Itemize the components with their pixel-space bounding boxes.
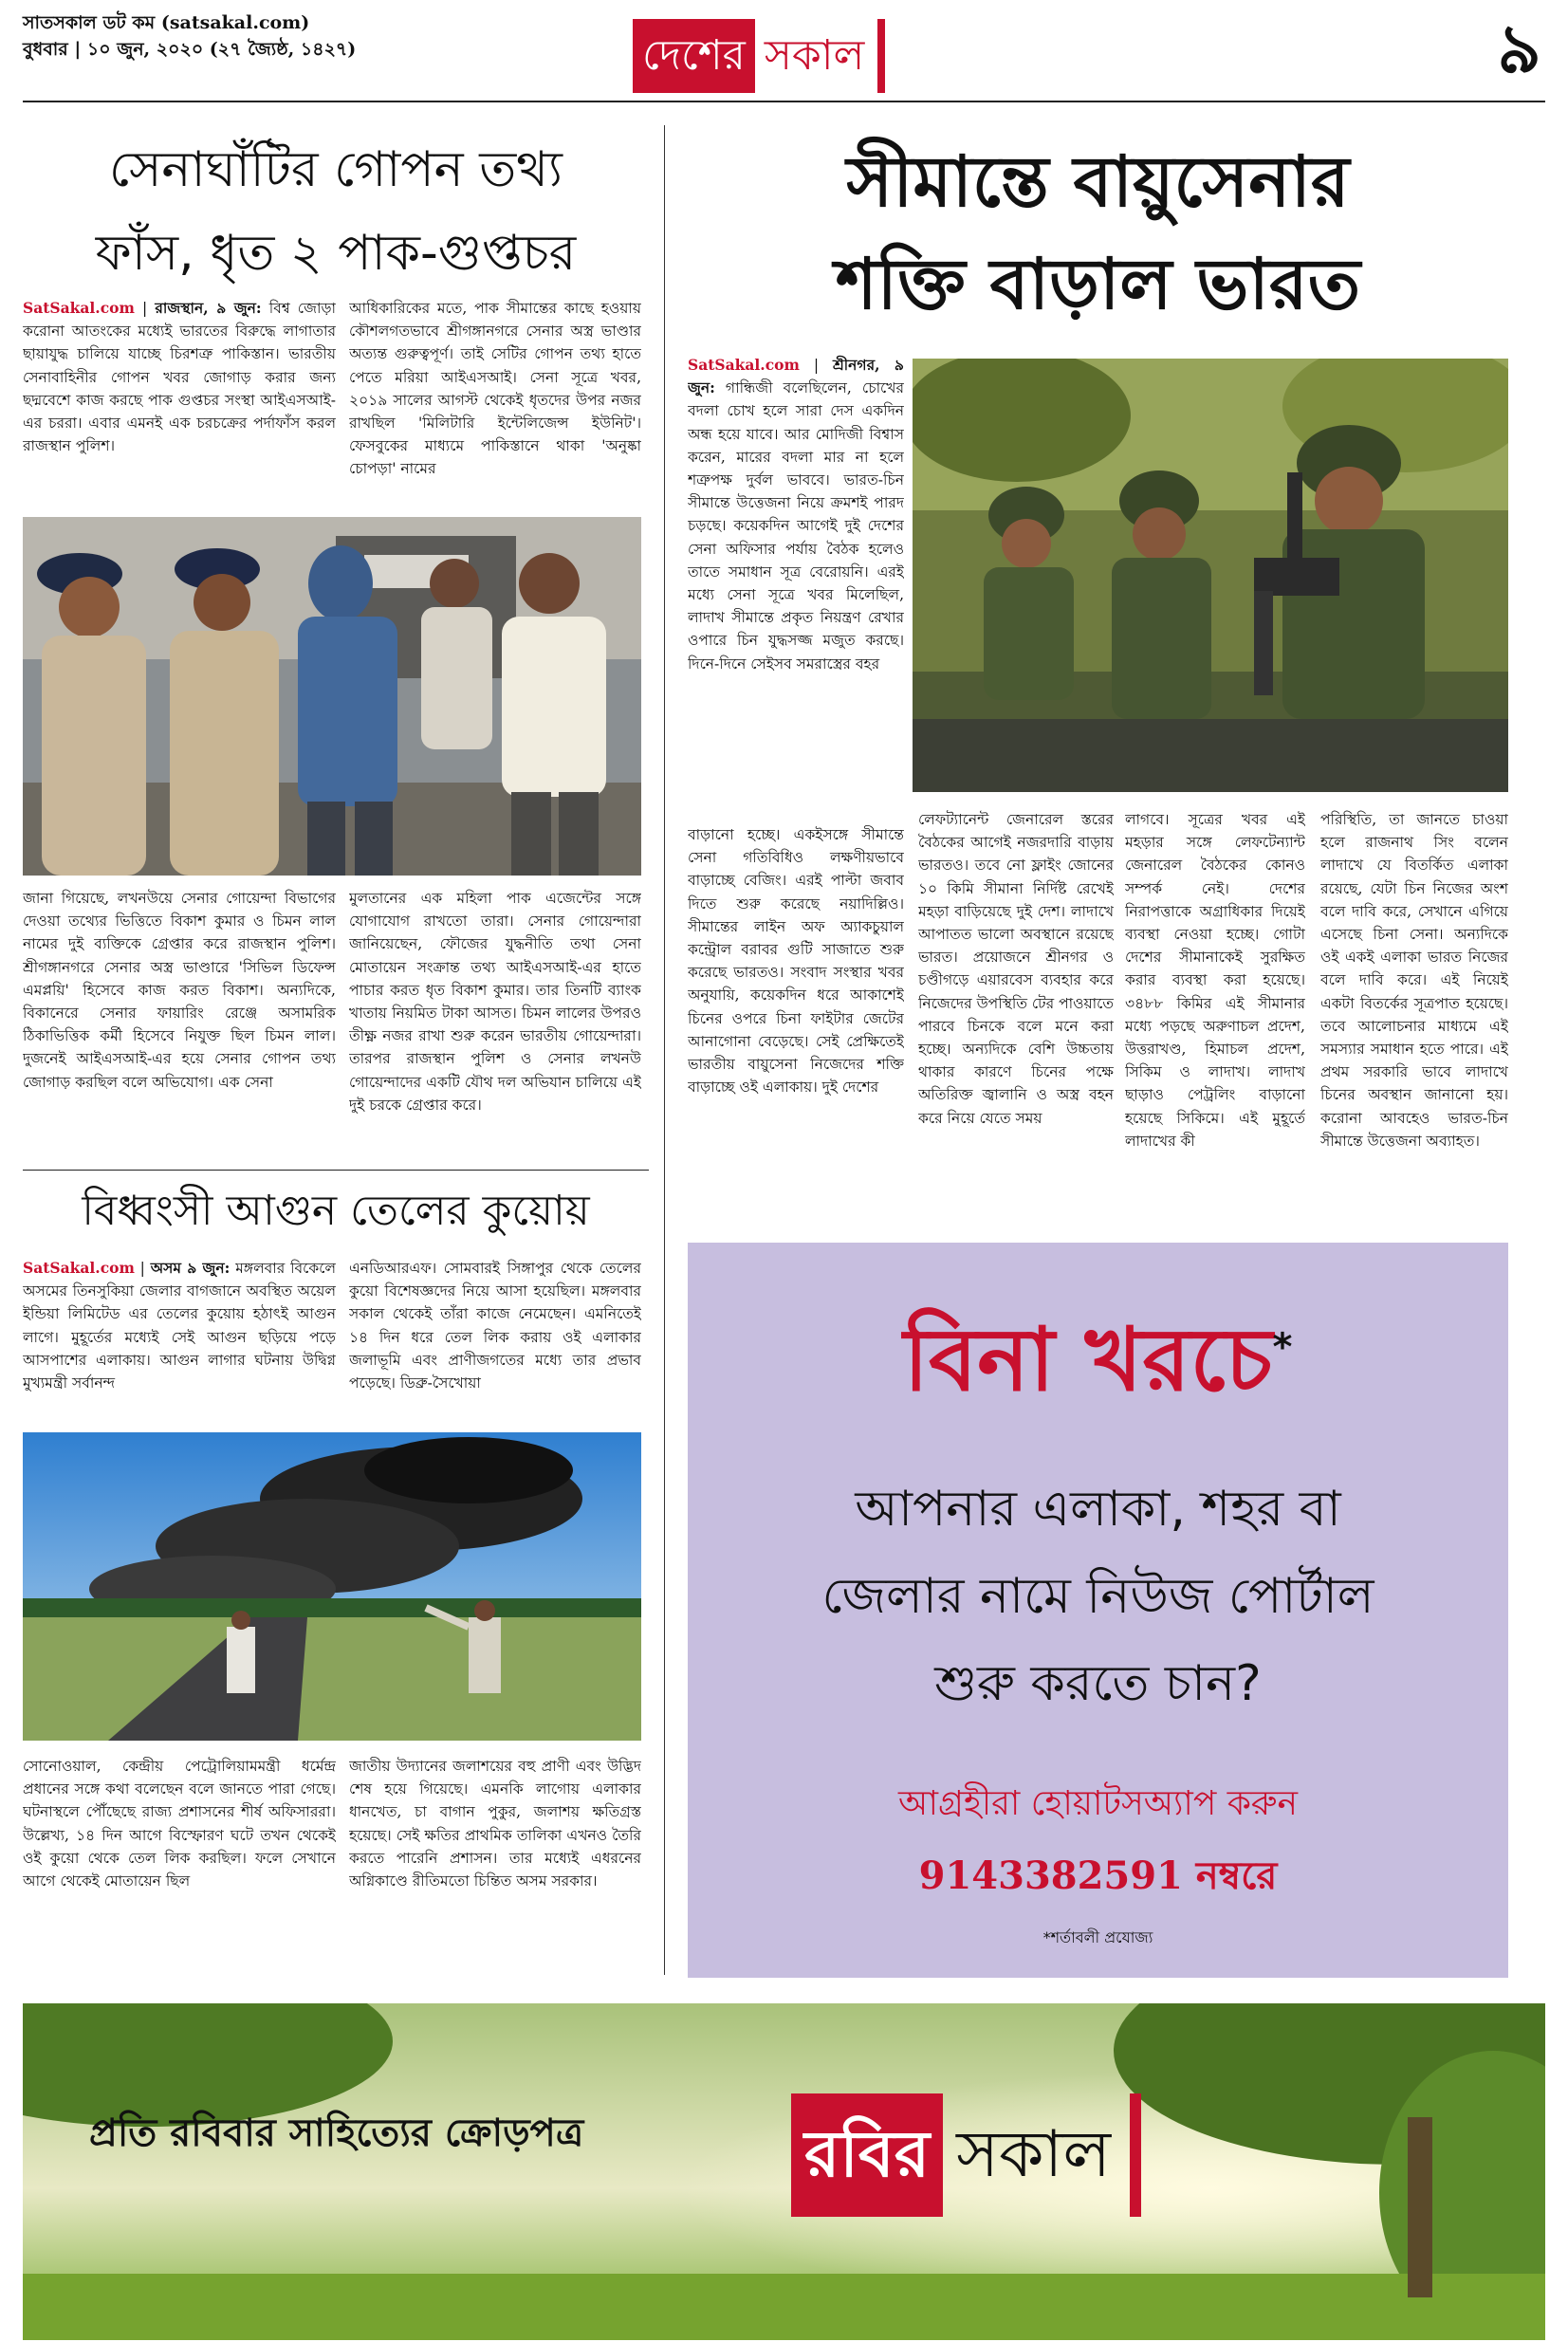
advert-line2: জেলার নামে নিউজ পোর্টাল: [821, 1568, 1374, 1625]
story2-dateline: অসম ৯ জুন:: [150, 1259, 231, 1277]
banner-logo-text: সকাল: [956, 2117, 1111, 2192]
logo-red-part: দেশের: [633, 19, 755, 93]
date-line: বুধবার | ১০ জুন, ২০২০ (২৭ জ্যৈষ্ঠ, ১৪২৭): [23, 39, 357, 60]
logo-text-part: সকাল: [764, 31, 865, 80]
story2-col2-top: এনডিআরএফ। সোমবারই সিঙ্গাপুর থেকে তেলের কুয়ো বিশেষজ্ঞদের নিয়ে আসা হয়েছিল। মঙ্গলবার সকাল থেকেই তাঁরা কাজে নেমেছেন। এমনিতেই ১৪ দিন ধরে তেল লিক করায় ওই এলাকার জলাভূমি এবং প্রাণীজগতের মধ্যে তার প্রভাব পড়েছে। ডিব্রু-সৈখোয়া: [349, 1260, 641, 1392]
story-separator: [23, 1170, 649, 1171]
story1-col1-top-text: বিশ্ব জোড়া করোনা আতংকের মধ্যেই ভারতের বিরুদ্ধে লাগাতার ছায়াযুদ্ধ চালিয়ে যাচ্ছে চিরশত্রু পাকিস্তান। ভারতীয় সেনাবাহিনীর গোপন খবর জোগাড় করার জন্য ছদ্মবেশে কাজ করছে পাক গুপ্তচর সংস্থা আইএসআই-এর চররা। এবার এমনই এক চরচক্রের পর্দাফাঁস করল রাজস্থান পুলিশ।: [23, 300, 336, 455]
story3-col1-top: SatSakal.com | শ্রীনগর, ৯ জুন: গান্ধিজী বলেছিলেন, চোখের বদলা চোখ হলে সারা দেস একদিন অন্ধ হয়ে যাবে। আর মোদিজী বিশ্বাস করেন, মারের বদলা মার না হলে শত্রুপক্ষ দুর্বল ভাববে। ভারত-চিন সীমান্তে উত্তেজনা নিয়ে ক্রমশই পারদ চড়ছে। কয়েকদিন আগেই দুই দেশের সেনা অফিসার পর্যায় বৈঠক হলেও তাতে সমাধান সূত্র বেরোয়নি। এরই মধ্যে সেনা সূত্রে খবর মিলেছিল, লাদাখ সীমান্তে প্রকৃত নিয়ন্ত্রণ রেখার ওপারে চিন যুদ্ধসজ্জ মজুত করছে। দিনে-দিনে সেইসব সমরাস্ত্রের বহর: [688, 356, 904, 673]
header-rule: [23, 101, 1545, 102]
story3-col4: পরিস্থিতি, তা জানতে চাওয়া হলে রাজনাথ সিং বলেন লাদাখে যে বিতর্কিত এলাকা রয়েছে, যেটা চিন নিজের অংশ বলে দাবি করে, সেখানে এগিয়ে এসেছে চিনা সেনা। অন্যদিকে ওই একই এলাকা ভারত নিজের বলে দাবি করে। এই নিয়েই একটা বিতর্কের সূত্রপাত হয়েছে। তবে আলোচনার মাধ্যমে এই সমস্যার সমাধান হতে পারে। এই প্রথম সরকারি ভাবে লাদাখে চিনের অবস্থান জানানো হয়। করোনা আবহেও ভারত-চিন সীমান্তে উত্তেজনা অব্যাহত।: [1320, 811, 1508, 1150]
story3-col3: লাগবে। সূত্রের খবর এই মহড়ার সঙ্গে লেফটেন্যান্ট জেনারেল বৈঠকের কোনও সম্পর্ক নেই। দেশের নিরাপত্তাকে অগ্রাধিকার দিয়েই ব্যবস্থা নেওয়া হচ্ছে। গোটা দেশের সীমানাকেই সুরক্ষিত করার ব্যবস্থা করা হয়েছে। ৩৪৮৮ কিমির এই সীমানার মধ্যে পড়ছে অরুণাচল প্রদেশ, উত্তরাখণ্ড, হিমাচল প্রদেশ, সিকিম ও লাদাখ। লাদাখ ছাড়াও পেট্রলিং বাড়ানো হয়েছে সিকিমে। এই মুহূর্তে লাদাখের কী: [1125, 811, 1305, 1150]
soldiers-photo-image: [913, 359, 1508, 792]
story3-col2: লেফট্যানেন্ট জেনারেল স্তরের বৈঠকের আগেই নজরদারি বাড়ায় ভারতও। তবে নো ফ্লাইং জোনের ১০ কিমি সীমানা নির্দিষ্ট রেখেই মহড়া বাড়িয়েছে দুই দেশ। লাদাখে আপাতত ভালো অবস্থানে রয়েছে ভারত। প্রয়োজনে শ্রীনগর ও চণ্ডীগড়ে এয়ারবেস ব্যবহার করে নিজেদের উপস্থিতি টের পাওয়াতে পারবে চিনকে বলে মনে করা হচ্ছে। অন্যদিকে বেশি উচ্চতায় থাকার কারণে চিনের পক্ষে অতিরিক্ত জ্বালানি ও অস্ত্র বহন করে নিয়ে যেতে সময়: [918, 811, 1114, 1127]
advert-cta: আগ্রহীরা হোয়াটসঅ্যাপ করুন: [897, 1784, 1299, 1823]
arrest-photo-image: [23, 517, 641, 876]
newspaper-logo[interactable]: [633, 19, 885, 93]
page-number: ৯: [1497, 8, 1541, 88]
story1-dateline: রাজস্থান, ৯ জুন:: [155, 299, 262, 317]
story3-col1-bottom: বাড়ানো হচ্ছে। একইসঙ্গে সীমান্তে সেনা গতিবিধিও লক্ষণীয়ভাবে বাড়াচ্ছে বেজিং। এরই পাল্টা জবাব দিতে শুরু করেছে নয়াদিল্লিও। সীমান্তের লাইন অফ অ্যাকচুয়াল কন্ট্রোল বরাবর গুটি সাজাতে শুরু করেছে ভারতও। সংবাদ সংস্থার খবর অনুযায়ি, কয়েকদিন ধরে আকাশেই চিনের ওপরে চিনা ফাইটার জেটের আনাগোনা বেড়েছে। সেই প্রেক্ষিতেই ভারতীয় বায়ুসেনা নিজেদের শক্তি বাড়াচ্ছে ওই এলাকায়। দুই দেশের: [688, 826, 904, 1097]
advert-line1: আপনার এলাকা, শহর বা: [855, 1481, 1341, 1538]
story1-col2-top: আধিকারিকের মতে, পাক সীমান্তের কাছে হওয়ায় কৌশলগতভাবে শ্রীগঙ্গানগরে সেনার অস্ত্র ভাণ্ডার অত্যন্ত গুরুত্বপূর্ণ। তাই সেটির গোপন তথ্য হাতে পেতে মরিয়া আইএসআই। সেনা সূত্রে খবর, ২০১৯ সালের আগস্ট থেকেই ধৃতদের উপর নজর রাখছিল 'মিলিটারি ইন্টেলিজেন্স ইউনিট'। ফেসবুকের মাধ্যমে পাকিস্তানে থাকা 'অনুষ্কা চোপড়া' নামের: [349, 300, 641, 478]
story3-col1-top-text: গান্ধিজী বলেছিলেন, চোখের বদলা চোখ হলে সারা দেস একদিন অন্ধ হয়ে যাবে। আর মোদিজী বিশ্বাস করেন, মারের বদলা মার না হলে শত্রুপক্ষ দুর্বল ভাববে। ভারত-চিন সীমান্তে উত্তেজনা নিয়ে ক্রমশই পারদ চড়ছে। কয়েকদিন আগেই দুই দেশের সেনা অফিসার পর্যায় বৈঠক হলেও তাতে সমাধান সূত্র বেরোয়নি। এরই মধ্যে সেনা সূত্রে খবর মিলেছিল, লাদাখ সীমান্তে প্রকৃত নিয়ন্ত্রণ রেখার ওপারে চিন যুদ্ধসজ্জ মজুত করছে। দিনে-দিনে সেইসব সমরাস্ত্রের বহর: [688, 379, 904, 673]
soldiers-photo: [913, 359, 1508, 792]
story3-headline-line2: শক্তি বাড়াল ভারত: [835, 244, 1361, 325]
banner-background: [23, 2003, 1545, 2340]
masthead-left: [23, 9, 356, 63]
story2-source[interactable]: SatSakal.com: [23, 1259, 135, 1277]
story1-headline-line1: সেনাঘাঁটির গোপন তথ্য: [108, 141, 563, 198]
advert-asterisk: *: [1272, 1325, 1293, 1370]
story1-col2-bottom: মুলতানের এক মহিলা পাক এজেন্টের সঙ্গে যোগাযোগ রাখতো তারা। সেনার গোয়েন্দারা জানিয়েছেন, ফৌজের যুদ্ধনীতি তথা সেনা মোতায়েন সংক্রান্ত তথ্য আইএসআই-এর হাতে পাচার করত ধৃত বিকাশ কুমার। তার তিনটি ব্যাংক খাতায় নিয়মিত টাকা আসত। চিমন লালের উপরও তীক্ষ্ণ নজর রাখা শুরু করেন ভারতীয় গোয়েন্দারা। তারপর রাজস্থান পুলিশ ও সেনার লখনউ গোয়েন্দাদের একটি যৌথ দল অভিযান চালিয়ে এই দুই চরকে গ্রেপ্তার করে।: [349, 890, 641, 1114]
robir-sakal-logo: [791, 2093, 1141, 2217]
story1-headline-line2: ফাঁস, ধৃত ২ পাক-গুপ্তচর: [95, 225, 577, 282]
oil-fire-photo: [23, 1432, 641, 1741]
advert-terms: *শর্তাবলী প্রযোজ্য: [1042, 1928, 1153, 1946]
advert-phone[interactable]: 9143382591 নম্বরে: [918, 1853, 1278, 1898]
oil-fire-photo-image: [23, 1432, 641, 1741]
story1-col1-bottom: জানা গিয়েছে, লখনউয়ে সেনার গোয়েন্দা বিভাগের দেওয়া তথ্যের ভিত্তিতে বিকাশ কুমার ও চিমন লাল নামের দুই ব্যক্তিকে গ্রেপ্তার করে রাজস্থান পুলিশ। শ্রীগঙ্গানগরে সেনার অস্ত্র ভাণ্ডারে 'সিভিল ডিফেন্স এমপ্লয়ি' হিসেবে কাজ করত বিকাশ। অন্যদিকে, বিকানেরে সেনার ফায়ারিং রেঞ্জে অসামরিক ঠিকাভিত্তিক কর্মী হিসেবে নিযুক্ত ছিল চিমন লাল। দুজনেই আইএসআই-এর হয়ে সেনার গোপন তথ্য জোগাড় করছিল বলে অভিযোগ। এক সেনা: [23, 890, 336, 1091]
site-line: সাতসকাল ডট কম (satsakal.com): [23, 12, 310, 33]
story3-headline-line1: সীমান্তে বায়ুসেনার: [846, 141, 1350, 223]
story3-source[interactable]: SatSakal.com: [688, 356, 800, 374]
banner-tagline: প্রতি রবিবার সাহিত্যের ক্রোড়পত্র: [89, 2111, 584, 2155]
story2-col1-top-text: মঙ্গলবার বিকেলে অসমের তিনসুকিয়া জেলার বাগজানে অবস্থিত অয়েল ইন্ডিয়া লিমিটেড এর তেলের কুয়োয় হঠাৎই আগুন লাগে। মুহূর্তের মধ্যেই সেই আগুন ছড়িয়ে পড়ে আসপাশের এলাকায়। আগুন লাগার ঘটনায় উদ্বিগ্ন মুখ্যমন্ত্রী সর্বানন্দ: [23, 1260, 336, 1392]
arrest-photo: [23, 517, 641, 876]
robir-sakal-banner[interactable]: [23, 2003, 1545, 2340]
banner-logo-bar: [1130, 2093, 1141, 2217]
story3-dateline: শ্রীনগর, ৯ জুন:: [688, 356, 904, 397]
story2-col2-bottom: জাতীয় উদ্যানের জলাশয়ের বহু প্রাণী এবং উদ্ভিদ শেষ হয়ে গিয়েছে। এমনকি লাগোয় এলাকার ধানখেত, চা বাগান পুকুর, জলাশয় ক্ষতিগ্রস্ত হয়েছে। সেই ক্ষতির প্রাথমিক তালিকা এখনও তৈরি করতে পারেনি প্রশাসন। তার মধ্যেই এধরনের অগ্নিকাণ্ডে রীতিমতো চিন্তিত অসম সরকার।: [349, 1758, 641, 1890]
story1-col1-top: SatSakal.com | রাজস্থান, ৯ জুন: বিশ্ব জোড়া করোনা আতংকের মধ্যেই ভারতের বিরুদ্ধে লাগাতার ছায়াযুদ্ধ চালিয়ে যাচ্ছে চিরশত্রু পাকিস্তান। ভারতীয় সেনাবাহিনীর গোপন খবর জোগাড় করার জন্য ছদ্মবেশে কাজ করছে পাক গুপ্তচর সংস্থা আইএসআই-এর চররা। এবার এমনই এক চরচক্রের পর্দাফাঁস করল রাজস্থান পুলিশ।: [23, 299, 336, 455]
story1-source[interactable]: SatSakal.com: [23, 299, 135, 317]
story2-headline[interactable]: বিধ্বংসী আগুন তেলের কুয়োয়: [82, 1187, 590, 1235]
logo-bar: [877, 19, 885, 93]
story3-headline[interactable]: [688, 131, 1508, 336]
advert-title: [688, 1292, 1508, 1438]
column-divider: [664, 125, 665, 1975]
advert-line3: শুরু করতে চান?: [934, 1655, 1262, 1712]
story2-col1-bottom: সোনোওয়াল, কেন্দ্রীয় পেট্রোলিয়ামমন্ত্রী ধর্মেন্দ্র প্রধানের সঙ্গে কথা বলেছেন বলে জানতে পারা গেছে। ঘটনাস্থলে পৌঁছেছে রাজ্য প্রশাসনের শীর্ষ অফিসাররা। উল্লেখ্য, ১৪ দিন আগে বিস্ফোরণ ঘটে তখন থেকেই ওই কুয়ো থেকে তেল লিক করছিল। ফলে সেখানে আগে থেকেই মোতায়েন ছিল: [23, 1758, 336, 1890]
story1-headline[interactable]: [23, 128, 649, 295]
banner-logo-red: রবির: [791, 2093, 943, 2217]
advert-title-text: বিনা খরচে: [903, 1309, 1273, 1411]
story2-col1-top: SatSakal.com | অসম ৯ জুন: মঙ্গলবার বিকেলে অসমের তিনসুকিয়া জেলার বাগজানে অবস্থিত অয়েল ইন্ডিয়া লিমিটেড এর তেলের কুয়োয় হঠাৎই আগুন লাগে। মুহূর্তের মধ্যেই সেই আগুন ছড়িয়ে পড়ে আসপাশের এলাকায়। আগুন লাগার ঘটনায় উদ্বিগ্ন মুখ্যমন্ত্রী সর্বানন্দ: [23, 1259, 336, 1392]
